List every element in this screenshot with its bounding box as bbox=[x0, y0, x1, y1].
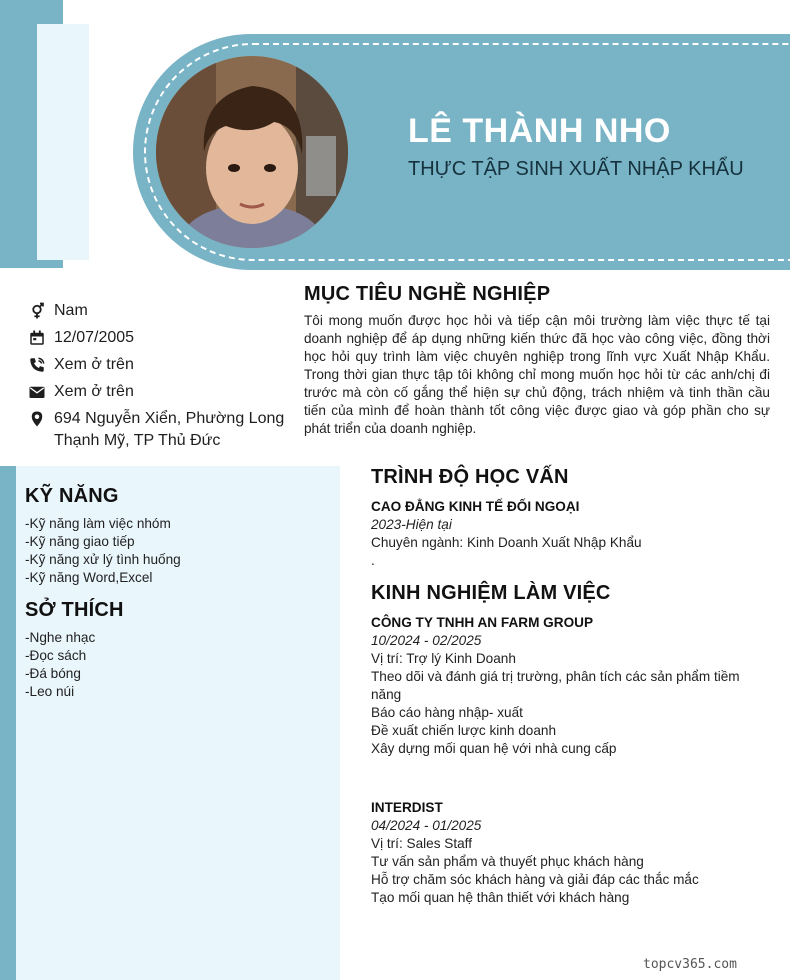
skills-section bbox=[25, 485, 325, 587]
education-major: Chuyên ngành: Kinh Doanh Xuất Nhập Khẩu bbox=[371, 535, 642, 550]
job-line: Xây dựng mối quan hệ với nhà cung cấp bbox=[371, 741, 617, 756]
skill-item: -Kỹ năng Word,Excel bbox=[25, 570, 153, 585]
contact-gender bbox=[28, 300, 288, 322]
avatar bbox=[156, 56, 348, 248]
candidate-position: THỰC TẬP SINH XUẤT NHẬP KHẨU bbox=[408, 158, 744, 180]
job-line: Theo dõi và đánh giá trị trường, phân tích các sản phẩm tiềm năng bbox=[371, 669, 740, 702]
education-section bbox=[371, 466, 771, 570]
email-icon bbox=[28, 383, 46, 401]
hobby-item: -Nghe nhạc bbox=[25, 630, 96, 645]
objective-text: Tôi mong muốn được học hỏi và tiếp cận môi trường làm việc thực tế tại doanh nghiệp để áp dụng những kiến thức đã học vào công việc, đồng thời học hỏi quy trình làm việc chuyên nghiệp trong lĩnh vực Xuất Nhập Khẩu. Trong thời gian thực tập tôi không chỉ mong muốn học hỏi từ các anh/chị đi trước mà còn cố gắng thể hiện sự chủ động, trách nhiệm và tinh thần cầu tiến của mình để hoàn thành tốt công việc được giao và góp phần cho sự phát triển của doanh nghiệp. bbox=[304, 313, 770, 436]
job-line: Báo cáo hàng nhập- xuất bbox=[371, 705, 523, 720]
contact-birthday-value: 12/07/2005 bbox=[54, 329, 135, 346]
calendar-icon bbox=[28, 329, 46, 347]
hobby-item: -Đọc sách bbox=[25, 648, 87, 663]
job-line: Vị trí: Trợ lý Kinh Doanh bbox=[371, 651, 516, 666]
candidate-name: LÊ THÀNH NHO bbox=[408, 112, 671, 150]
skills-title: KỸ NĂNG bbox=[25, 485, 119, 507]
job-line: Vị trí: Sales Staff bbox=[371, 836, 472, 851]
education-note: . bbox=[371, 553, 375, 568]
education-title: TRÌNH ĐỘ HỌC VẤN bbox=[371, 466, 569, 488]
skill-item: -Kỹ năng giao tiếp bbox=[25, 534, 135, 549]
job-line: Tạo mối quan hệ thân thiết với khách hàng bbox=[371, 890, 630, 905]
contact-birthday bbox=[28, 327, 288, 349]
hobby-item: -Leo núi bbox=[25, 684, 75, 699]
gender-icon bbox=[28, 302, 46, 320]
contact-phone bbox=[28, 354, 288, 376]
objective-title: MỤC TIÊU NGHỀ NGHIỆP bbox=[304, 283, 551, 305]
location-icon bbox=[28, 410, 46, 428]
contact-address-value: 694 Nguyễn Xiển, Phường Long Thạnh Mỹ, TP Thủ Đức bbox=[54, 410, 285, 449]
skill-item: -Kỹ năng xử lý tình huống bbox=[25, 552, 181, 567]
job-company: INTERDIST bbox=[371, 800, 443, 815]
skill-item: -Kỹ năng làm việc nhóm bbox=[25, 516, 171, 531]
hobby-item: -Đá bóng bbox=[25, 666, 81, 681]
job-period: 10/2024 - 02/2025 bbox=[371, 633, 482, 648]
contact-gender-value: Nam bbox=[54, 302, 88, 319]
contact-phone-value: Xem ở trên bbox=[54, 356, 134, 373]
job-line: Đề xuất chiến lược kinh doanh bbox=[371, 723, 557, 738]
experience-title: KINH NGHIỆM LÀM VIỆC bbox=[371, 582, 611, 604]
contact-email-value: Xem ở trên bbox=[54, 383, 134, 400]
hobbies-title: SỞ THÍCH bbox=[25, 599, 124, 621]
contact-address bbox=[28, 408, 288, 452]
job-period: 04/2024 - 01/2025 bbox=[371, 818, 482, 833]
watermark: topcv365.com bbox=[643, 957, 737, 972]
header-left-inner-bar bbox=[37, 24, 89, 260]
phone-icon bbox=[28, 356, 46, 374]
job-line: Tư vấn sản phẩm và thuyết phục khách hàng bbox=[371, 854, 644, 869]
job-company: CÔNG TY TNHH AN FARM GROUP bbox=[371, 615, 594, 630]
experience-section bbox=[371, 582, 771, 907]
job-line: Hỗ trợ chăm sóc khách hàng và giải đáp các thắc mắc bbox=[371, 872, 699, 887]
contact-info bbox=[28, 300, 288, 457]
education-period: 2023-Hiện tại bbox=[371, 517, 452, 532]
hobbies-section bbox=[25, 599, 325, 701]
education-school: CAO ĐẲNG KINH TẾ ĐỐI NGOẠI bbox=[371, 499, 580, 514]
career-objective bbox=[304, 283, 770, 438]
contact-email bbox=[28, 381, 288, 403]
